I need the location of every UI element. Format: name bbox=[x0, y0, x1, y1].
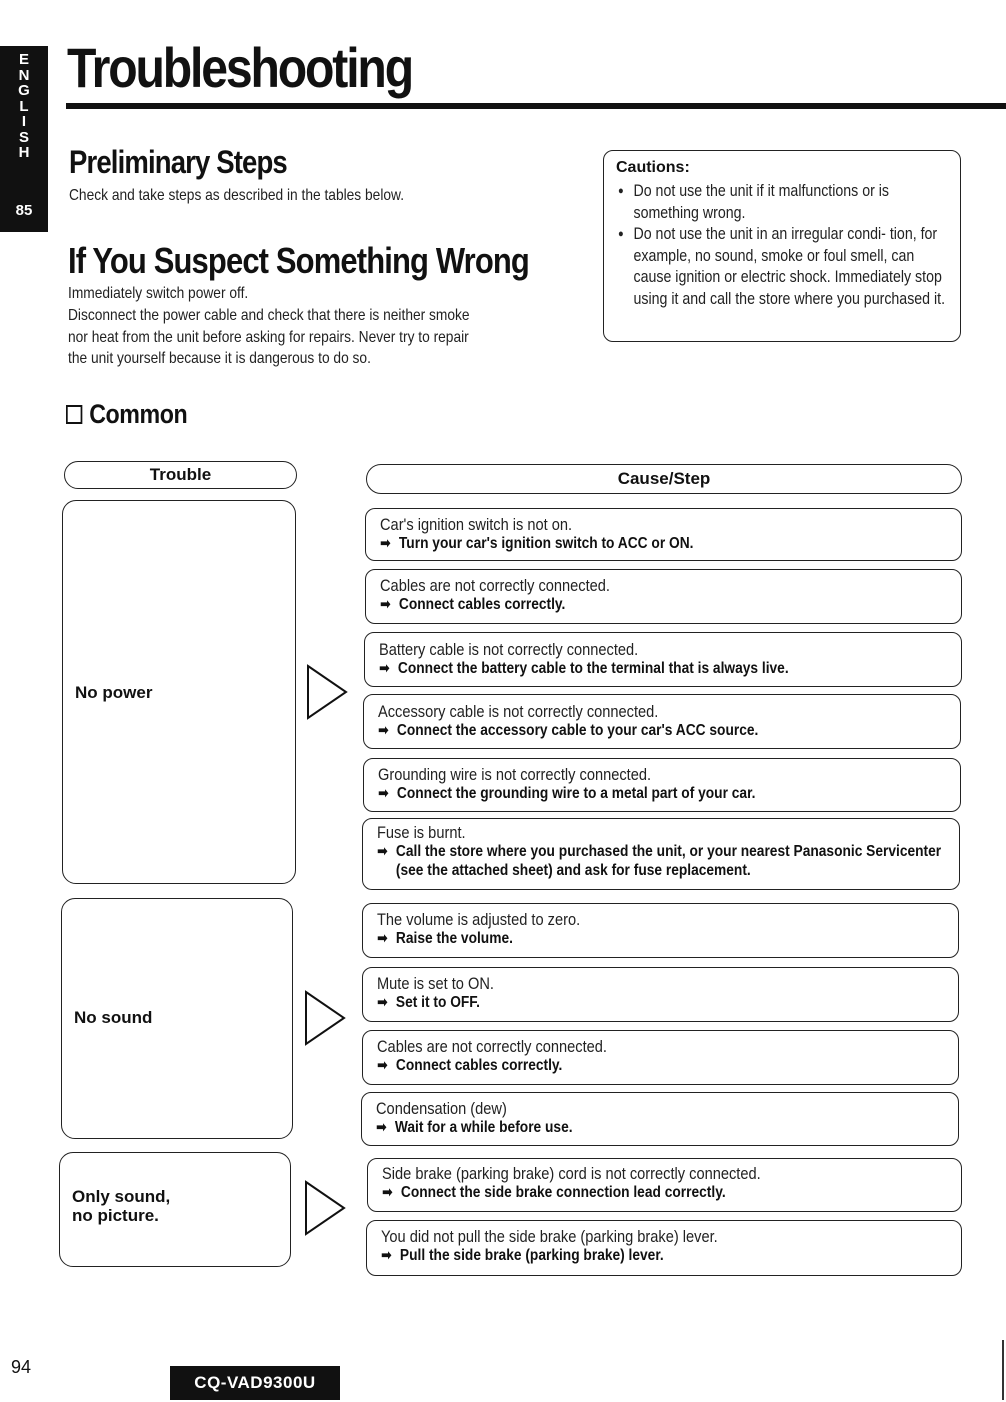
preliminary-steps-heading: Preliminary Steps bbox=[69, 144, 287, 180]
checkbox-square-icon bbox=[66, 405, 82, 424]
section-tab-number: 85 bbox=[15, 202, 33, 219]
trouble-no-sound-box bbox=[61, 898, 293, 1139]
preliminary-steps-text: Check and take steps as described in the tables below. bbox=[69, 187, 405, 204]
common-section-heading: Common bbox=[66, 399, 187, 430]
page-number: 94 bbox=[11, 1357, 32, 1377]
arrow-right-icon bbox=[304, 990, 348, 1046]
model-number-badge: CQ-VAD9300U bbox=[170, 1366, 340, 1400]
cause-step-item: Side brake (parking brake) cord is not correctly connected. ➡ Connect the side brake connection lead correctly. bbox=[367, 1158, 962, 1212]
trouble-label: Only sound, no picture. bbox=[72, 1187, 171, 1225]
cautions-list bbox=[618, 181, 953, 310]
cause-step-item: Fuse is burnt. ➡ Call the store where you purchased the unit, or your nearest Panasonic Servicenter (see the attached sheet) and ask for fuse replacement. bbox=[362, 818, 960, 890]
language-label: E N G L I S H bbox=[18, 51, 30, 161]
trouble-no-power-box bbox=[62, 500, 296, 884]
cause-step-column-header: Cause/Step bbox=[366, 464, 962, 494]
trouble-column-header: Trouble bbox=[64, 461, 297, 489]
cause-step-item: Car's ignition switch is not on. ➡ Turn your car's ignition switch to ACC or ON. bbox=[365, 508, 962, 561]
language-side-tab bbox=[0, 46, 48, 232]
cautions-title: Cautions: bbox=[616, 159, 690, 176]
arrow-right-icon bbox=[304, 1180, 348, 1236]
cautions-box bbox=[603, 150, 961, 342]
cause-step-item: Cables are not correctly connected. ➡ Connect cables correctly. bbox=[362, 1030, 959, 1085]
page-edge-mark bbox=[1002, 1340, 1004, 1400]
cause-step-item: Battery cable is not correctly connected. ➡ Connect the battery cable to the terminal that is always live. bbox=[364, 632, 962, 687]
trouble-label: No sound bbox=[74, 1008, 153, 1027]
page-title: Troubleshooting bbox=[67, 36, 412, 99]
title-divider bbox=[66, 103, 1006, 109]
cause-step-item: Grounding wire is not correctly connected. ➡ Connect the grounding wire to a metal part of your car. bbox=[363, 758, 961, 812]
caution-item: ● Do not use the unit if it malfunctions or is something wrong. bbox=[618, 181, 953, 224]
cause-step-item: Accessory cable is not correctly connected. ➡ Connect the accessory cable to your car's ACC source. bbox=[363, 694, 961, 749]
cause-step-item: Cables are not correctly connected. ➡ Connect cables correctly. bbox=[365, 569, 962, 624]
arrow-right-icon bbox=[306, 664, 350, 720]
cause-step-item: The volume is adjusted to zero. ➡ Raise the volume. bbox=[362, 903, 959, 958]
suspect-wrong-heading: If You Suspect Something Wrong bbox=[68, 240, 529, 281]
trouble-label: No power bbox=[75, 683, 153, 702]
trouble-only-sound-box bbox=[59, 1152, 291, 1267]
caution-item: ● Do not use the unit in an irregular condi- tion, for example, no sound, smoke or foul smell, can cause ignition or electric shock. Immediately stop using it and call the store where you purchased it. bbox=[618, 224, 953, 310]
cause-step-item: Condensation (dew) ➡ Wait for a while before use. bbox=[361, 1092, 959, 1146]
cause-step-item: You did not pull the side brake (parking brake) lever. ➡ Pull the side brake (parking brake) lever. bbox=[366, 1220, 962, 1276]
cause-step-item: Mute is set to ON. ➡ Set it to OFF. bbox=[362, 967, 959, 1022]
